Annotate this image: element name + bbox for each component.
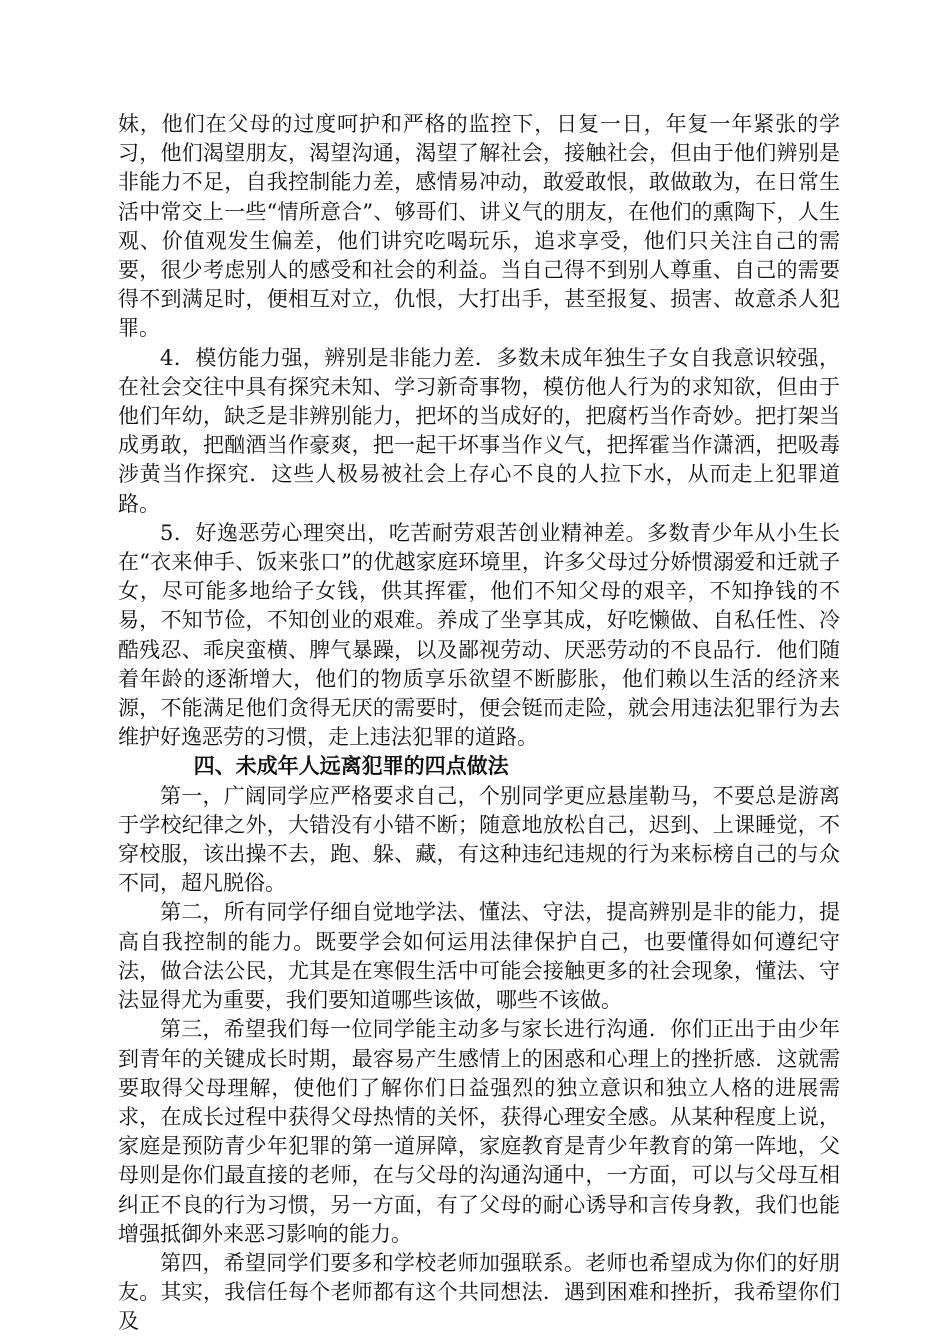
paragraph-first: 第一，广阔同学应严格要求自己，个别同学更应悬崖勒马，不要总是游离于学校纪律之外，大错没有小错不断；随意地放松自己，迟到、上课睡觉，不穿校服，该出操不去，跑、躲、藏，有这种违纪违规的行为来标榜自己的与众不同，超凡脱俗。	[118, 783, 840, 896]
paragraph-continuation: 妹，他们在父母的过度呵护和严格的监控下，日复一日，年复一年紧张的学习，他们渴望朋友，渴望沟通，渴望了解社会，接触社会，但由于他们辨别是非能力不足，自我控制能力差，感情易冲动，敢爱敢恨，敢做敢为，在日常生活中常交上一些“情所意合”、够哥们、讲义气的朋友，在他们的熏陶下，人生观、价值观发生偏差，他们讲究吃喝玩乐，追求享受，他们只关注自己的需要，很少考虑别人的感受和社会的利益。当自己得不到别人尊重、自己的需要得不到满足时，便相互对立，仇恨，大打出手，甚至报复、损害、故意杀人犯罪。	[118, 112, 840, 341]
paragraph-fourth: 第四，希望同学们要多和学校老师加强联系。老师也希望成为你们的好朋友。其实，我信任每个老师都有这个共同想法．遇到困难和挫折，我希望你们及	[118, 1250, 840, 1334]
paragraph-point-5: 5．好逸恶劳心理突出，吃苦耐劳艰苦创业精神差。多数青少年从小生长在“衣来伸手、饭来张口”的优越家庭环境里，许多父母过分娇惯溺爱和迁就子女，尽可能多地给子女钱，供其挥霍，他们不知父母的艰辛，不知挣钱的不易，不知节俭，不知创业的艰难。养成了坐享其成，好吃懒做、自私任性、冷酷残忍、乖戾蛮横、脾气暴躁，以及鄙视劳动、厌恶劳动的不良品行．他们随着年龄的逐渐增大，他们的物质享乐欲望不断膨胀，他们赖以生活的经济来源，不能满足他们贪得无厌的需要时，便会铤而走险，就会用违法犯罪行为去维护好逸恶劳的习惯，走上违法犯罪的道路。	[118, 520, 840, 750]
paragraph-second: 第二，所有同学仔细自觉地学法、懂法、守法，提高辨别是非的能力，提高自我控制的能力。既要学会如何运用法律保护自己，也要懂得如何遵纪守法，做合法公民，尤其是在寒假生活中可能会接触更多的社会现象，懂法、守法显得尤为重要，我们要知道哪些该做，哪些不该做。	[118, 900, 840, 1013]
document-page	[118, 110, 840, 1337]
paragraph-point-4: 4．模仿能力强，辨别是非能力差．多数未成年独生子女自我意识较强，在社会交往中具有探究未知、学习新奇事物，模仿他人行为的求知欲，但由于他们年幼，缺乏是非辨别能力，把坏的当成好的，把腐朽当作奇妙。把打架当成勇敢，把酗酒当作豪爽，把一起干坏事当作义气，把挥霍当作潇洒，把吸毒涉黄当作探究．这些人极易被社会上存心不良的人拉下水，从而走上犯罪道路。	[118, 345, 840, 516]
section-heading: 四、未成年人远离犯罪的四点做法	[193, 754, 509, 779]
paragraph-third: 第三，希望我们每一位同学能主动多与家长进行沟通．你们正出于由少年到青年的关键成长时期，最容易产生感情上的困惑和心理上的挫折感．这就需要取得父母理解，使他们了解你们日益强烈的独立意识和独立人格的进展需求，在成长过程中获得父母热情的关怀，获得心理安全感。从某种程度上说，家庭是预防青少年犯罪的第一道屏障，家庭教育是青少年教育的第一阵地，父母则是你们最直接的老师，在与父母的沟通沟通中，一方面，可以与父母互相纠正不良的行为习惯，另一方面，有了父母的耐心诱导和言传身教，我们也能增强抵御外来恶习影响的能力。	[118, 1017, 840, 1246]
